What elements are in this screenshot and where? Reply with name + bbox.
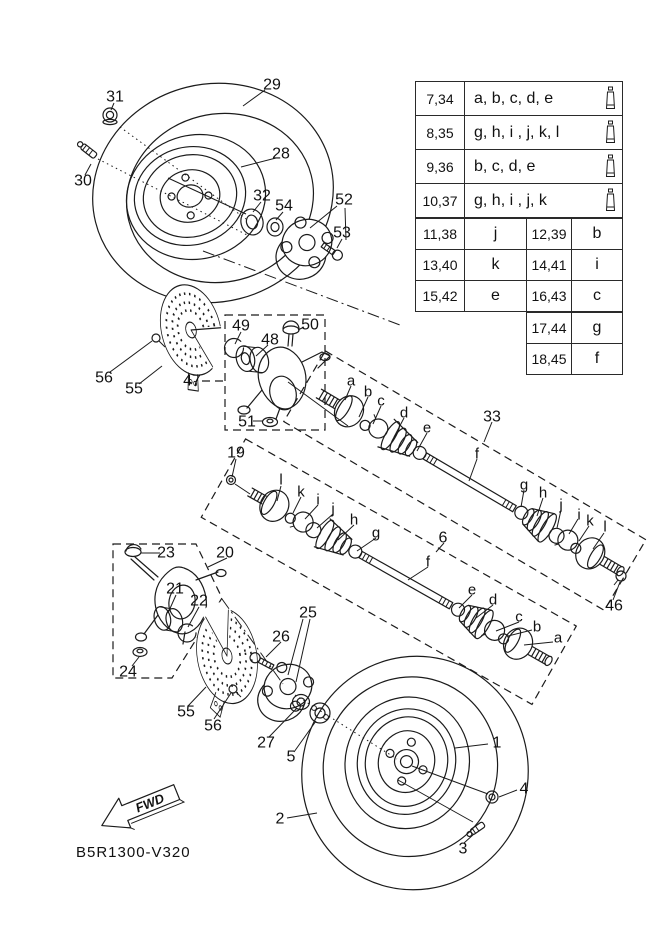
callout-1: 1: [492, 734, 502, 752]
callout-26: 26: [272, 628, 290, 646]
callout-53: 53: [333, 224, 351, 242]
ball-joint-50: [283, 321, 299, 346]
callout-2: 2: [275, 810, 285, 828]
ref-cell: 7,34: [415, 81, 465, 116]
letters-cell: [464, 183, 623, 218]
table-tail-rows: [415, 312, 623, 375]
drawing-code: B5R1300-V320: [76, 844, 191, 861]
callout-33: 33: [483, 408, 501, 426]
letters-cell: [464, 149, 623, 184]
callout-48: 48: [261, 331, 279, 349]
grease-reference-table: [415, 81, 623, 375]
brake-disc-guard-bottom: [189, 599, 267, 719]
letters-text: g, h, i , j, k: [474, 191, 547, 209]
letter-cell: i: [571, 249, 623, 281]
callout-54: 54: [275, 197, 293, 215]
letter-cell: j: [464, 218, 527, 250]
callout-46: 46: [605, 597, 623, 615]
grease-tube-icon: [604, 86, 617, 111]
letter-a: a: [553, 629, 563, 647]
letter-i: i: [577, 506, 581, 524]
letters-cell: [464, 115, 623, 150]
shaft-bolt-19: [227, 476, 251, 495]
callout-24: 24: [119, 663, 137, 681]
letter-h: h: [349, 511, 359, 529]
table-row: [415, 115, 623, 150]
valve-stem-3: [466, 822, 486, 838]
callout-6: 6: [438, 529, 448, 547]
table-row: [415, 280, 623, 312]
ref-cell: 17,44: [526, 312, 572, 344]
ref-cell: 13,40: [415, 249, 465, 281]
letter-j: j: [331, 500, 335, 518]
callout-25: 25: [299, 604, 317, 622]
washer-51: [263, 418, 278, 427]
letter-e: e: [422, 419, 432, 437]
fwd-arrow: [95, 776, 187, 840]
washer-24: [133, 648, 147, 657]
ref-cell: 8,35: [415, 115, 465, 150]
callout-31: 31: [106, 88, 124, 106]
callout-32: 32: [253, 187, 271, 205]
letter-cell: f: [571, 343, 623, 375]
letter-b: b: [532, 618, 542, 636]
table-row: [526, 343, 623, 375]
letter-l: l: [279, 471, 283, 489]
grease-tube-icon: [604, 188, 617, 213]
letter-k: k: [297, 483, 305, 501]
ref-cell: 14,41: [526, 249, 572, 281]
callout-4: 4: [519, 780, 529, 798]
callout-56: 56: [204, 717, 222, 735]
letter-f: f: [425, 553, 431, 571]
group-box-33: [284, 351, 646, 610]
letter-cell: c: [571, 280, 623, 312]
drive-shaft-upper: [311, 380, 631, 587]
letter-a: a: [346, 372, 356, 390]
letter-cell: e: [464, 280, 527, 312]
callout-55: 55: [125, 380, 143, 398]
ref-cell: 10,37: [415, 183, 465, 218]
ref-cell: 18,45: [526, 343, 572, 375]
callout-27: 27: [257, 734, 275, 752]
ref-cell: 9,36: [415, 149, 465, 184]
letters-cell: [464, 81, 623, 116]
callout-29: 29: [263, 76, 281, 94]
ball-joint-23: [125, 545, 158, 580]
callout-49: 49: [232, 317, 250, 335]
callout-30: 30: [74, 172, 92, 190]
table-row: [415, 149, 623, 184]
callout-52: 52: [335, 191, 353, 209]
callout-51: 51: [238, 413, 256, 431]
callout-23: 23: [157, 544, 175, 562]
letter-cell: k: [464, 249, 527, 281]
table-row: [415, 218, 623, 250]
wheel-nut-31: [103, 108, 117, 125]
letters-text: g, h, i , j, k, l: [474, 123, 560, 141]
table-row: [526, 312, 623, 344]
letter-j: j: [559, 496, 563, 514]
table-wide-rows: [415, 81, 623, 218]
letters-text: a, b, c, d, e: [474, 89, 554, 107]
callout-19: 19: [227, 444, 245, 462]
letter-cell: b: [571, 218, 623, 250]
table-row: [415, 249, 623, 281]
fwd-label: FWD: [133, 790, 167, 816]
callout-28: 28: [272, 145, 290, 163]
wheel-hub-bottom: [248, 655, 323, 728]
ref-cell: 12,39: [526, 218, 572, 250]
grease-tube-icon: [604, 154, 617, 179]
letters-text: b, c, d, e: [474, 157, 536, 175]
callout-22: 22: [190, 592, 208, 610]
letter-c: c: [377, 392, 385, 410]
steering-knuckle-top: [238, 347, 330, 419]
grease-tube-icon: [604, 120, 617, 145]
callout-50: 50: [301, 316, 319, 334]
letter-d: d: [488, 591, 498, 609]
flange-nut-54: [267, 218, 283, 236]
table-row: [415, 81, 623, 116]
table-pair-rows: [415, 218, 623, 312]
letter-k: k: [586, 512, 594, 530]
valve-stem-30: [76, 140, 97, 159]
callout-55: 55: [177, 703, 195, 721]
letter-e: e: [467, 581, 477, 599]
callout-56: 56: [95, 369, 113, 387]
drive-shaft-lower: [242, 478, 559, 676]
letter-c: c: [515, 608, 523, 626]
callout-47: 47: [183, 372, 201, 390]
letter-l: l: [603, 518, 607, 536]
letter-d: d: [399, 404, 409, 422]
ref-cell: 11,38: [415, 218, 465, 250]
table-row: [415, 183, 623, 218]
callout-5: 5: [286, 748, 296, 766]
letter-h: h: [538, 484, 548, 502]
callout-20: 20: [216, 544, 234, 562]
ref-cell: 16,43: [526, 280, 572, 312]
front-wheel-bottom: [277, 632, 553, 914]
letter-g: g: [371, 524, 381, 542]
ref-cell: 15,42: [415, 280, 465, 312]
letter-g: g: [519, 476, 529, 494]
letter-i: i: [316, 491, 320, 509]
letter-f: f: [474, 445, 480, 463]
letter-cell: g: [571, 312, 623, 344]
letter-b: b: [363, 383, 373, 401]
callout-3: 3: [458, 840, 468, 858]
callout-21: 21: [166, 580, 184, 598]
snap-ring-49: [225, 339, 244, 358]
